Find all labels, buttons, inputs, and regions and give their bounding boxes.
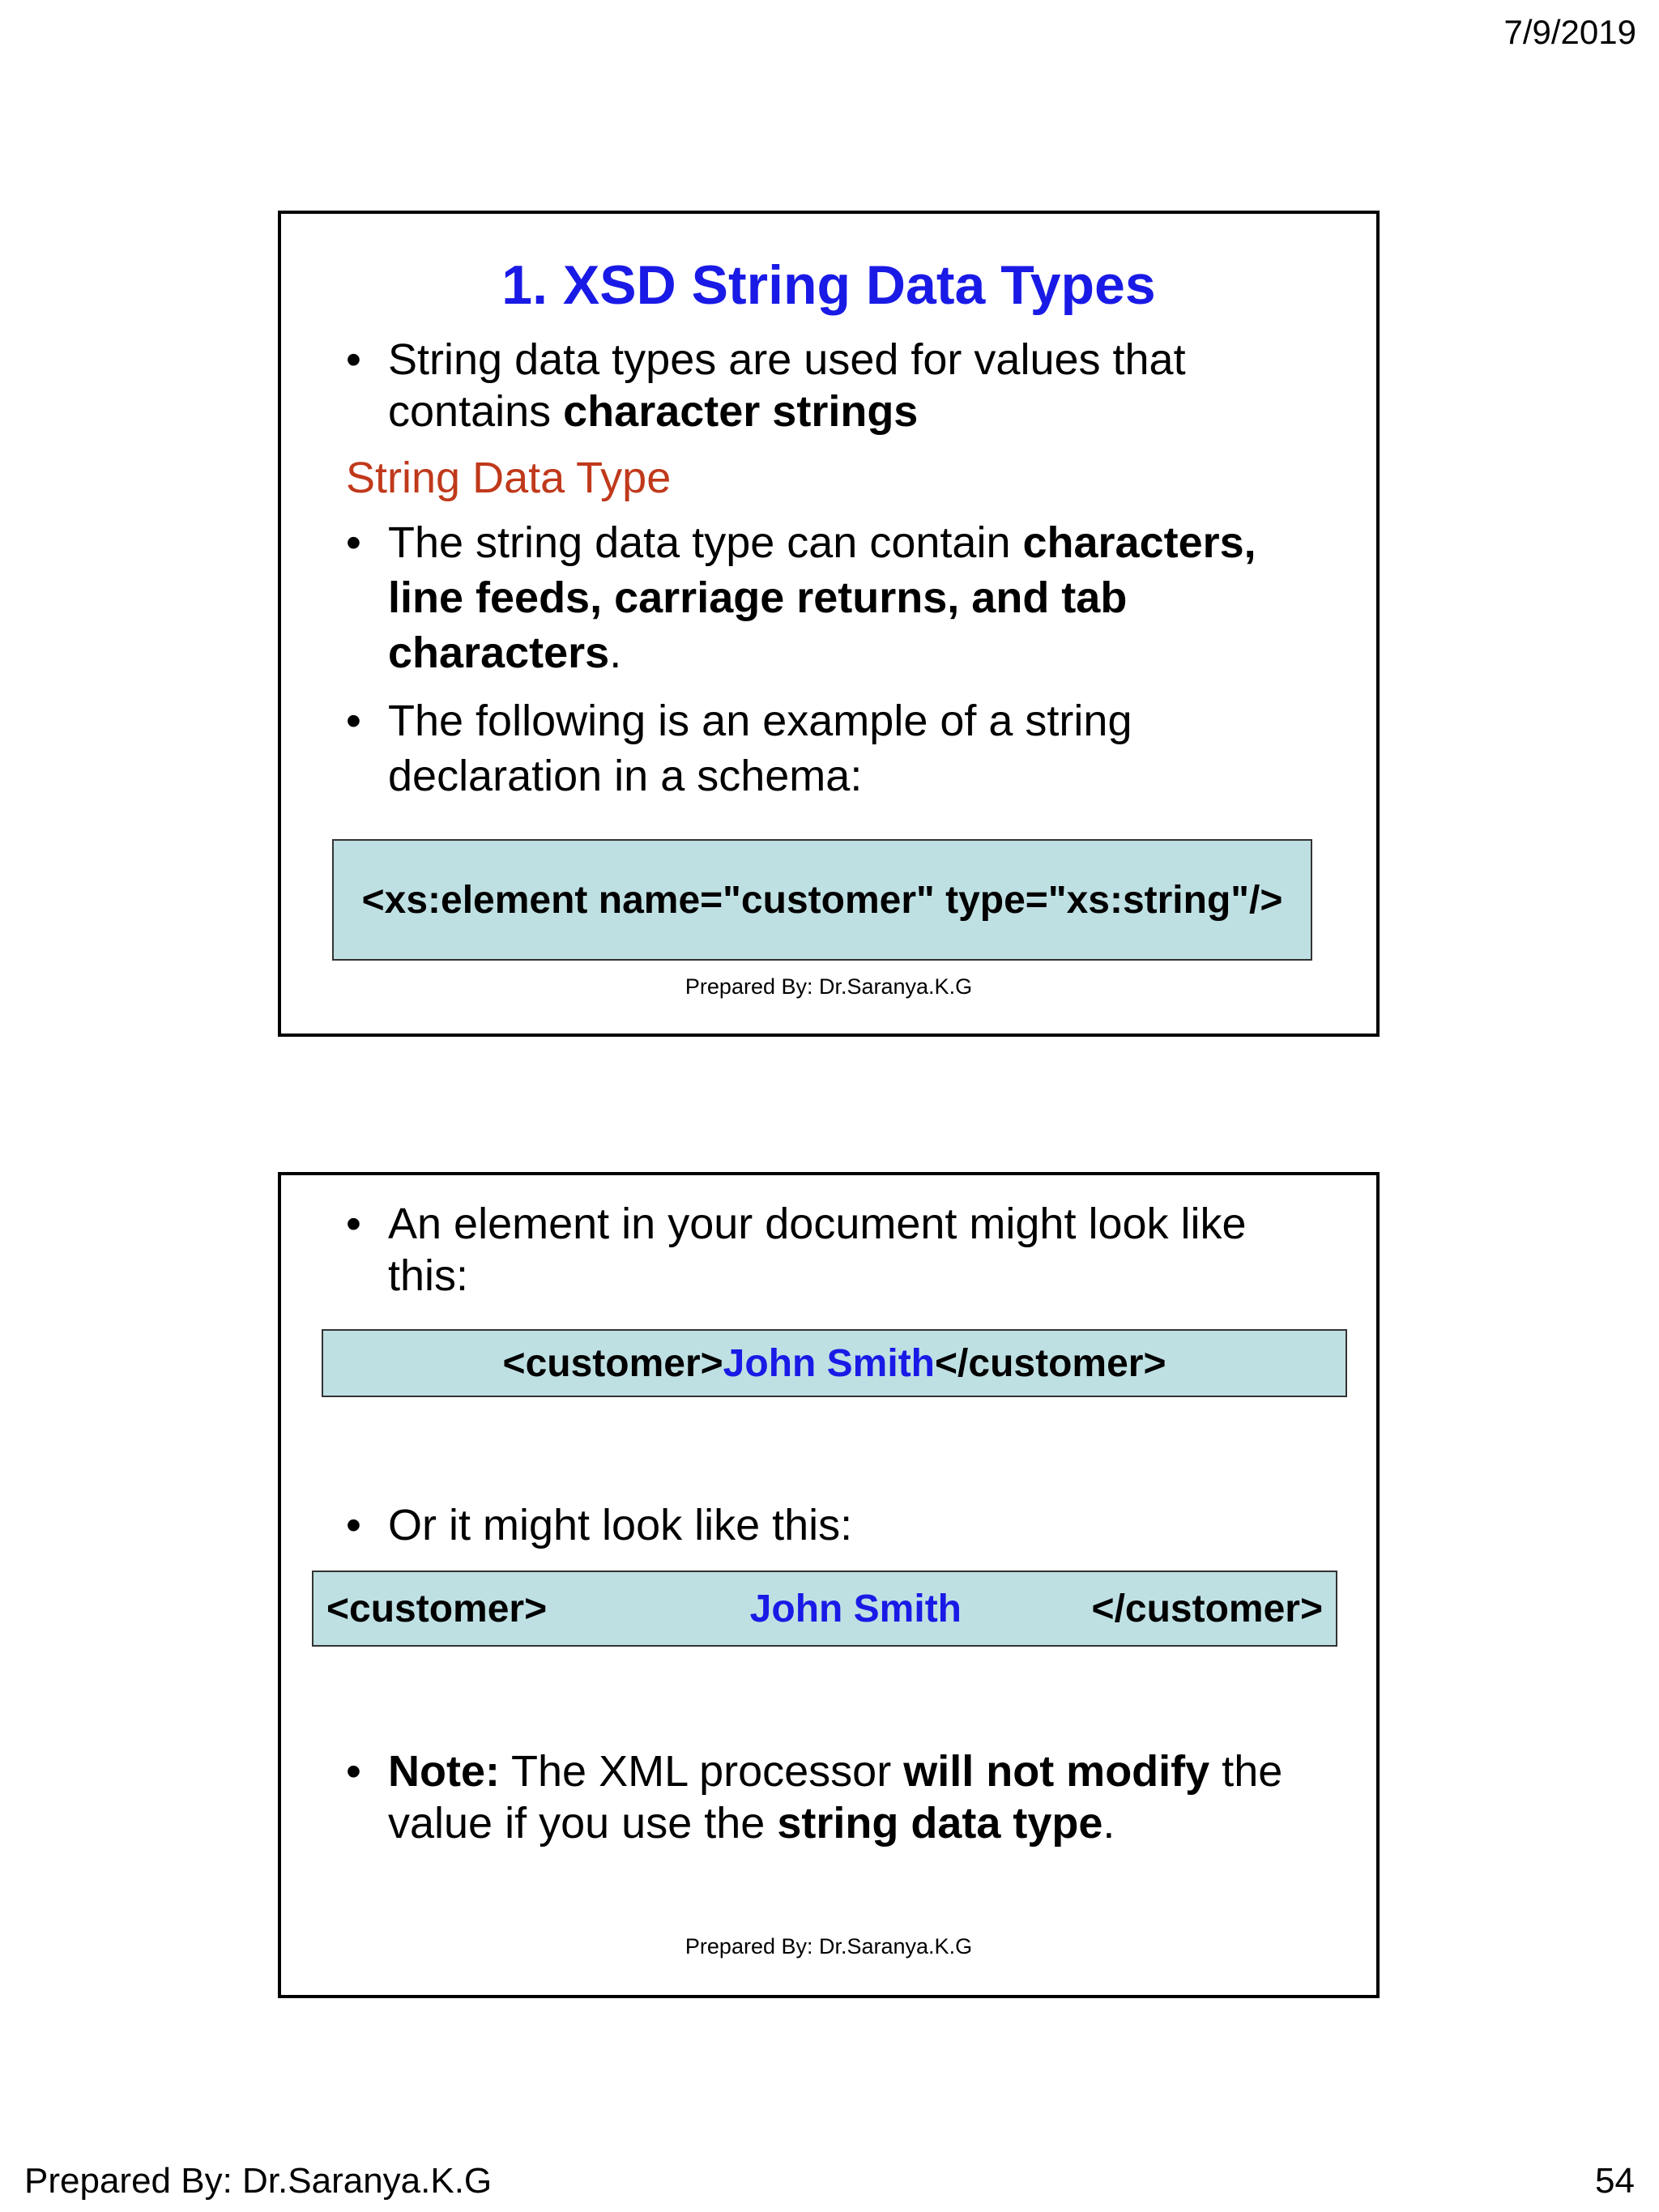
slide-title: 1. XSD String Data Types xyxy=(501,254,1156,316)
code-text: <xs:element name="customer" type="xs:string"/> xyxy=(361,878,1283,922)
page-footer-author: Prepared By: Dr.Saranya.K.G xyxy=(24,2161,493,2201)
bullet-note: • Note: The XML processor will not modify the value if you use the string data type. xyxy=(346,1747,1283,1848)
bold-character-strings: character strings xyxy=(563,387,919,436)
bold-character-list: characters, line feeds, carriage returns, and tab characters xyxy=(388,518,1256,677)
bullet-dot: • xyxy=(346,518,361,567)
bullet-element-example: • An element in your document might look like this: xyxy=(346,1200,1247,1300)
note-label: Note: xyxy=(388,1747,500,1796)
page-number: 54 xyxy=(1595,2161,1635,2201)
bullet-example-declaration: • The following is an example of a string declaration in a schema: xyxy=(346,693,1318,803)
bullet-string-contents: • The string data type can contain characters, line feeds, carriage returns, and tab characters. xyxy=(346,515,1318,680)
bullet-dot: • xyxy=(346,697,361,745)
slide-footer-prepared-by: Prepared By: Dr.Saranya.K.G xyxy=(684,1934,973,1958)
code-value: John Smith xyxy=(749,1587,962,1630)
bullet-string-types: • String data types are used for values that contains character strings xyxy=(346,335,1186,436)
code-box-spaced-element: <customer> John Smith </customer> xyxy=(312,1571,1337,1647)
bullet-dot: • xyxy=(346,335,361,384)
code-value: John Smith xyxy=(723,1341,935,1385)
page-date: 7/9/2019 xyxy=(1503,13,1636,51)
slide-footer-prepared-by: Prepared By: Dr.Saranya.K.G xyxy=(684,974,973,999)
code-box-schema-declaration xyxy=(332,839,1312,961)
code-box-compact-element: <customer> John Smith </customer> xyxy=(322,1329,1347,1397)
slide-string-examples xyxy=(278,1172,1380,1998)
subheading-string-data-type: String Data Type xyxy=(346,454,672,502)
bullet-dot: • xyxy=(346,1747,361,1796)
bullet-dot: • xyxy=(346,1200,361,1248)
bullet-alternative-example: • Or it might look like this: xyxy=(346,1498,1318,1553)
slide-xsd-string-data-types xyxy=(278,211,1380,1037)
bullet-dot: • xyxy=(346,1501,361,1549)
